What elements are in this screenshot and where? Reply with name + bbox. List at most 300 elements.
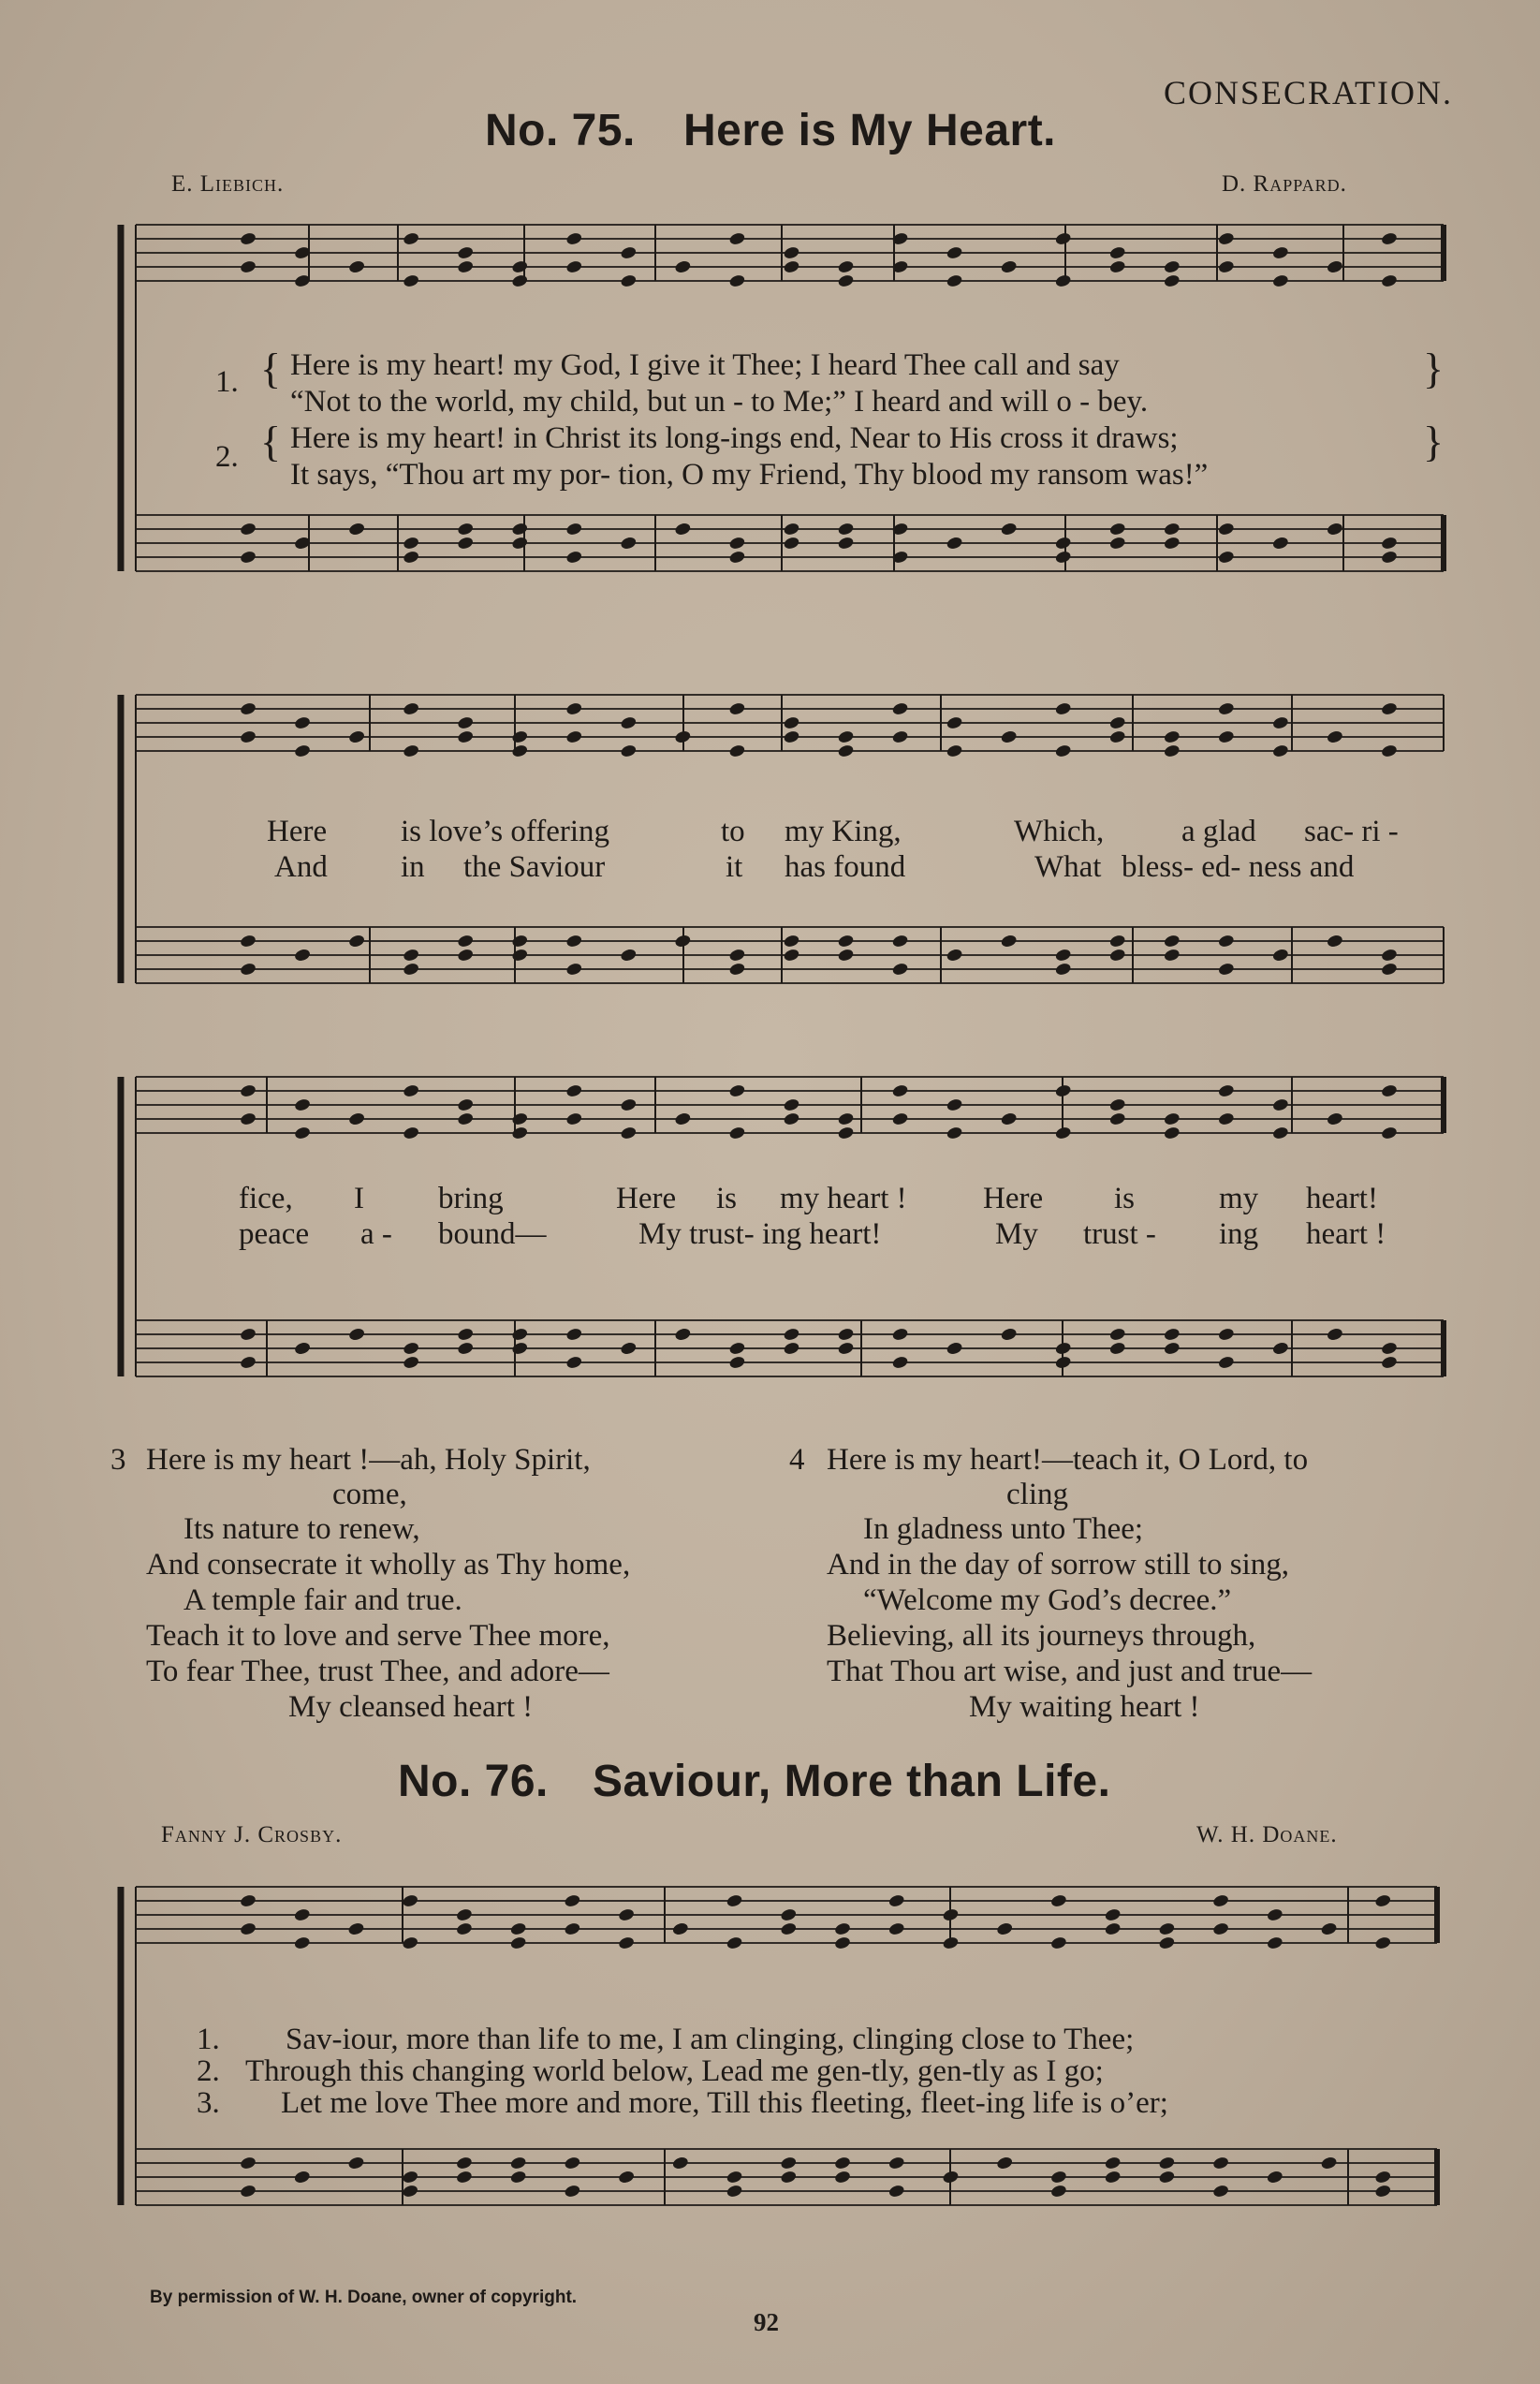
stanza-line: Here is my heart !—ah, Holy Spirit, — [146, 1443, 591, 1477]
notehead — [402, 2170, 419, 2185]
notehead — [564, 2156, 581, 2171]
notehead — [1327, 1327, 1344, 1342]
notehead — [728, 1126, 746, 1140]
notehead — [348, 522, 366, 537]
notehead — [1104, 2156, 1122, 2171]
notehead — [1158, 1921, 1176, 1936]
notehead — [1381, 536, 1399, 551]
notehead — [1327, 522, 1344, 537]
notehead — [348, 1327, 366, 1342]
notehead — [1108, 729, 1126, 744]
notehead — [891, 1355, 909, 1370]
notehead — [293, 2170, 311, 2185]
notehead — [240, 2156, 257, 2171]
notehead — [1327, 729, 1344, 744]
notehead — [1108, 934, 1126, 949]
notehead — [728, 536, 746, 551]
stanza-line: come, — [332, 1478, 407, 1511]
lyric-word: Here — [267, 815, 328, 848]
notehead — [837, 259, 855, 274]
stanza-line: To fear Thee, trust Thee, and adore— — [146, 1655, 609, 1688]
notehead — [891, 1327, 909, 1342]
hymn76-words-credit: Fanny J. Crosby. — [161, 1822, 343, 1847]
notehead — [402, 2184, 419, 2199]
notehead — [1163, 1327, 1181, 1342]
notehead — [1271, 743, 1289, 758]
lyric-line1-v2: Here is my heart! in Christ its long-ings end, Near to His cross it draws; — [290, 421, 1179, 455]
stanza-line: cling — [1006, 1478, 1068, 1511]
notehead — [564, 2184, 581, 2199]
notehead — [891, 962, 909, 977]
notehead — [783, 715, 800, 730]
notehead — [728, 701, 746, 716]
notehead — [1158, 2156, 1176, 2171]
notehead — [1108, 259, 1126, 274]
notehead — [457, 1327, 475, 1342]
notehead — [1217, 1083, 1235, 1098]
notehead — [1050, 1893, 1068, 1908]
notehead — [1374, 2170, 1392, 2185]
notehead — [1054, 948, 1072, 963]
notehead — [1271, 948, 1289, 963]
notehead — [946, 1097, 963, 1112]
verse-line: Let me love Thee more and more, Till this fleeting, fleet-ing life is o’er; — [281, 2086, 1168, 2120]
notehead — [780, 2156, 798, 2171]
notehead — [240, 1111, 257, 1126]
notehead — [946, 743, 963, 758]
notehead — [511, 948, 529, 963]
lyric-line1-v1: Here is my heart! my God, I give it Thee; I heard Thee call and say — [290, 348, 1120, 382]
notehead — [946, 245, 963, 260]
notehead — [1054, 1083, 1072, 1098]
notehead — [1381, 1126, 1399, 1140]
notehead — [457, 536, 475, 551]
lyric-word: fice, — [239, 1182, 293, 1215]
notehead — [1381, 1341, 1399, 1356]
notehead — [457, 729, 475, 744]
notehead — [620, 536, 638, 551]
notehead — [946, 536, 963, 551]
notehead — [942, 2170, 960, 2185]
notehead — [620, 743, 638, 758]
notehead — [1217, 1111, 1235, 1126]
notehead — [403, 1126, 420, 1140]
notehead — [780, 2170, 798, 2185]
notehead — [1212, 2156, 1230, 2171]
notehead — [1000, 729, 1018, 744]
lyric-word: bound— — [438, 1217, 547, 1251]
notehead — [240, 2184, 257, 2199]
notehead — [240, 1921, 257, 1936]
notehead — [837, 1327, 855, 1342]
notehead — [565, 259, 583, 274]
notehead — [1271, 536, 1289, 551]
notehead — [1217, 729, 1235, 744]
hymn75-music-credit: E. Liebich. — [171, 171, 285, 197]
notehead — [783, 522, 800, 537]
notehead — [457, 1097, 475, 1112]
notehead — [1000, 1327, 1018, 1342]
notehead — [347, 1921, 365, 1936]
stanza-line: “Welcome my God’s decree.” — [863, 1583, 1232, 1617]
notehead — [403, 1341, 420, 1356]
notehead — [1217, 962, 1235, 977]
section-header: CONSECRATION. — [1163, 74, 1453, 111]
notehead — [456, 1921, 474, 1936]
notehead — [946, 1126, 963, 1140]
notehead — [887, 2184, 905, 2199]
notehead — [564, 1893, 581, 1908]
notehead — [620, 715, 638, 730]
lyric-word: trust - — [1083, 1217, 1156, 1251]
notehead — [509, 1935, 527, 1950]
notehead — [726, 2184, 743, 2199]
notehead — [294, 715, 312, 730]
stanza-line: In gladness unto Thee; — [863, 1512, 1144, 1546]
notehead — [783, 1097, 800, 1112]
notehead — [240, 550, 257, 565]
notehead — [1212, 1921, 1230, 1936]
notehead — [565, 1355, 583, 1370]
notehead — [457, 522, 475, 537]
notehead — [1000, 522, 1018, 537]
lyric-word: sac- ri - — [1304, 815, 1399, 848]
notehead — [565, 231, 583, 246]
notehead — [674, 259, 692, 274]
notehead — [620, 948, 638, 963]
notehead — [728, 1083, 746, 1098]
notehead — [1271, 1097, 1289, 1112]
notehead — [1163, 948, 1181, 963]
notehead — [403, 273, 420, 288]
notehead — [1271, 1341, 1289, 1356]
notehead — [1217, 1355, 1235, 1370]
notehead — [618, 1935, 636, 1950]
notehead — [728, 743, 746, 758]
notehead — [1050, 2170, 1068, 2185]
notehead — [834, 1935, 852, 1950]
notehead — [780, 1921, 798, 1936]
notehead — [240, 231, 257, 246]
notehead — [837, 273, 855, 288]
verse-number-1: 1. — [215, 365, 239, 399]
notehead — [1381, 273, 1399, 288]
lyric-word: is — [1114, 1182, 1136, 1215]
notehead — [728, 273, 746, 288]
verse-number: 3. — [197, 2086, 220, 2120]
notehead — [996, 2156, 1014, 2171]
notehead — [511, 522, 529, 537]
notehead — [783, 259, 800, 274]
lyric-word: What — [1034, 850, 1102, 884]
notehead — [403, 948, 420, 963]
notehead — [837, 536, 855, 551]
hymn75-words-credit: D. Rappard. — [1222, 171, 1347, 197]
brace-left: { — [260, 418, 282, 465]
notehead — [565, 1083, 583, 1098]
notehead — [403, 1355, 420, 1370]
notehead — [565, 701, 583, 716]
hymn75-number: No. 75. — [485, 106, 636, 155]
notehead — [403, 536, 420, 551]
notehead — [728, 231, 746, 246]
notehead — [1104, 1907, 1122, 1922]
notehead — [240, 522, 257, 537]
notehead — [783, 934, 800, 949]
notehead — [1217, 934, 1235, 949]
notehead — [946, 715, 963, 730]
notehead — [511, 1126, 529, 1140]
notehead — [402, 1893, 419, 1908]
notehead — [565, 1111, 583, 1126]
lyric-word: Here — [983, 1182, 1044, 1215]
notehead — [1327, 934, 1344, 949]
notehead — [403, 1083, 420, 1098]
notehead — [1217, 1327, 1235, 1342]
brace-right: } — [1423, 418, 1445, 465]
notehead — [456, 2170, 474, 2185]
notehead — [620, 273, 638, 288]
notehead — [1108, 1111, 1126, 1126]
notehead — [1108, 1327, 1126, 1342]
notehead — [783, 245, 800, 260]
lyric-line1-v1b: “Not to the world, my child, but un - to Me;” I heard and will o - bey. — [290, 385, 1149, 419]
notehead — [240, 1083, 257, 1098]
notehead — [1381, 743, 1399, 758]
notehead — [891, 1083, 909, 1098]
notehead — [294, 1097, 312, 1112]
lyric-word: heart ! — [1306, 1217, 1386, 1251]
notehead — [837, 1341, 855, 1356]
notehead — [1054, 536, 1072, 551]
notehead — [891, 729, 909, 744]
notehead — [1163, 1126, 1181, 1140]
notehead — [1374, 1935, 1392, 1950]
lyric-word: has found — [785, 850, 906, 884]
page-number: 92 — [754, 2308, 779, 2336]
notehead — [1163, 259, 1181, 274]
notehead — [1374, 2184, 1392, 2199]
notehead — [348, 1111, 366, 1126]
notehead — [728, 1341, 746, 1356]
verse-number: 2. — [197, 2054, 220, 2088]
notehead — [783, 948, 800, 963]
stanza-line: My cleansed heart ! — [288, 1690, 534, 1724]
lyric-word: I — [354, 1182, 364, 1215]
notehead — [403, 550, 420, 565]
notehead — [240, 1327, 257, 1342]
notehead — [1108, 715, 1126, 730]
lyric-word: peace — [239, 1217, 310, 1251]
notehead — [1217, 522, 1235, 537]
notehead — [726, 1935, 743, 1950]
notehead — [728, 948, 746, 963]
hymn76-number: No. 76. — [398, 1757, 549, 1806]
lyric-word: a - — [360, 1217, 392, 1251]
notehead — [565, 934, 583, 949]
notehead — [1054, 273, 1072, 288]
brace-left: { — [260, 345, 282, 392]
notehead — [1054, 231, 1072, 246]
notehead — [837, 1126, 855, 1140]
notehead — [674, 729, 692, 744]
stanza-line: And consecrate it wholly as Thy home, — [146, 1548, 631, 1582]
stanza-line: That Thou art wise, and just and true— — [827, 1655, 1313, 1688]
notehead — [728, 962, 746, 977]
notehead — [1108, 245, 1126, 260]
notehead — [1054, 962, 1072, 977]
notehead — [1163, 743, 1181, 758]
notehead — [1212, 1893, 1230, 1908]
notehead — [1271, 245, 1289, 260]
notehead — [511, 934, 529, 949]
notehead — [674, 1327, 692, 1342]
notehead — [1000, 259, 1018, 274]
notehead — [1381, 701, 1399, 716]
notehead — [728, 550, 746, 565]
lyric-word: is — [716, 1182, 738, 1215]
notehead — [1054, 1126, 1072, 1140]
lyric-word: bless- ed- ness and — [1122, 850, 1355, 884]
notehead — [1320, 2156, 1338, 2171]
notehead — [1217, 231, 1235, 246]
notehead — [456, 1907, 474, 1922]
notehead — [457, 259, 475, 274]
notehead — [1381, 550, 1399, 565]
notehead — [565, 550, 583, 565]
notehead — [564, 1921, 581, 1936]
notehead — [996, 1921, 1014, 1936]
lyric-word: heart! — [1306, 1182, 1378, 1215]
notehead — [1163, 522, 1181, 537]
notehead — [348, 259, 366, 274]
stanza-line: Teach it to love and serve Thee more, — [146, 1619, 610, 1653]
notehead — [293, 1907, 311, 1922]
notehead — [837, 948, 855, 963]
verse-line: Sav-iour, more than life to me, I am clinging, clinging close to Thee; — [286, 2023, 1135, 2056]
verse-number-2: 2. — [215, 440, 239, 474]
notehead — [240, 701, 257, 716]
notehead — [456, 2156, 474, 2171]
stanza-line: A temple fair and true. — [183, 1583, 462, 1617]
lyric-word: it — [726, 850, 743, 884]
notehead — [403, 231, 420, 246]
lyric-word: Which, — [1014, 815, 1105, 848]
notehead — [1104, 2170, 1122, 2185]
notehead — [618, 2170, 636, 2185]
notehead — [1108, 522, 1126, 537]
notehead — [565, 522, 583, 537]
notehead — [348, 729, 366, 744]
hymn76-music-credit: W. H. Doane. — [1196, 1822, 1338, 1847]
notehead — [1000, 1111, 1018, 1126]
notehead — [837, 522, 855, 537]
notehead — [509, 2170, 527, 2185]
notehead — [1163, 729, 1181, 744]
notehead — [1050, 2184, 1068, 2199]
notehead — [511, 729, 529, 744]
notehead — [1108, 1341, 1126, 1356]
notehead — [1054, 701, 1072, 716]
notehead — [403, 701, 420, 716]
notehead — [457, 245, 475, 260]
notehead — [1381, 948, 1399, 963]
notehead — [240, 934, 257, 949]
notehead — [837, 934, 855, 949]
notehead — [1000, 934, 1018, 949]
notehead — [837, 743, 855, 758]
notehead — [1212, 2184, 1230, 2199]
notehead — [728, 1355, 746, 1370]
notehead — [347, 2156, 365, 2171]
notehead — [1271, 1126, 1289, 1140]
notehead — [620, 1126, 638, 1140]
notehead — [946, 1341, 963, 1356]
notehead — [1163, 1341, 1181, 1356]
notehead — [511, 259, 529, 274]
notehead — [726, 1893, 743, 1908]
notehead — [946, 948, 963, 963]
notehead — [565, 1327, 583, 1342]
notehead — [620, 245, 638, 260]
lyric-word: the Saviour — [463, 850, 606, 884]
notehead — [511, 1327, 529, 1342]
notehead — [1381, 231, 1399, 246]
notehead — [1374, 1893, 1392, 1908]
notehead — [1381, 1083, 1399, 1098]
notehead — [1163, 273, 1181, 288]
notehead — [1327, 259, 1344, 274]
notehead — [511, 743, 529, 758]
notehead — [565, 962, 583, 977]
notehead — [674, 934, 692, 949]
lyric-word: my — [1219, 1182, 1259, 1215]
lyric-word: my heart ! — [780, 1182, 907, 1215]
notehead — [293, 1935, 311, 1950]
lyric-word: in — [401, 850, 425, 884]
lyric-word: my King, — [785, 815, 902, 848]
stanza-line: My waiting heart ! — [969, 1690, 1200, 1724]
notehead — [834, 2170, 852, 2185]
notehead — [294, 948, 312, 963]
notehead — [1217, 701, 1235, 716]
lyric-word: My — [995, 1217, 1038, 1251]
notehead — [837, 729, 855, 744]
notehead — [620, 1341, 638, 1356]
notehead — [1266, 1935, 1283, 1950]
notehead — [783, 1341, 800, 1356]
notehead — [783, 729, 800, 744]
notehead — [887, 1921, 905, 1936]
notehead — [674, 522, 692, 537]
notehead — [671, 2156, 689, 2171]
stanza-line: Its nature to renew, — [183, 1512, 420, 1546]
notehead — [1163, 934, 1181, 949]
notehead — [942, 1907, 960, 1922]
notehead — [780, 1907, 798, 1922]
lyric-word: My trust- ing heart! — [638, 1217, 882, 1251]
notehead — [240, 259, 257, 274]
notehead — [891, 701, 909, 716]
notehead — [618, 1907, 636, 1922]
notehead — [834, 2156, 852, 2171]
notehead — [1050, 1935, 1068, 1950]
notehead — [509, 1921, 527, 1936]
notehead — [403, 962, 420, 977]
notehead — [1054, 743, 1072, 758]
notehead — [240, 1355, 257, 1370]
notehead — [457, 1111, 475, 1126]
